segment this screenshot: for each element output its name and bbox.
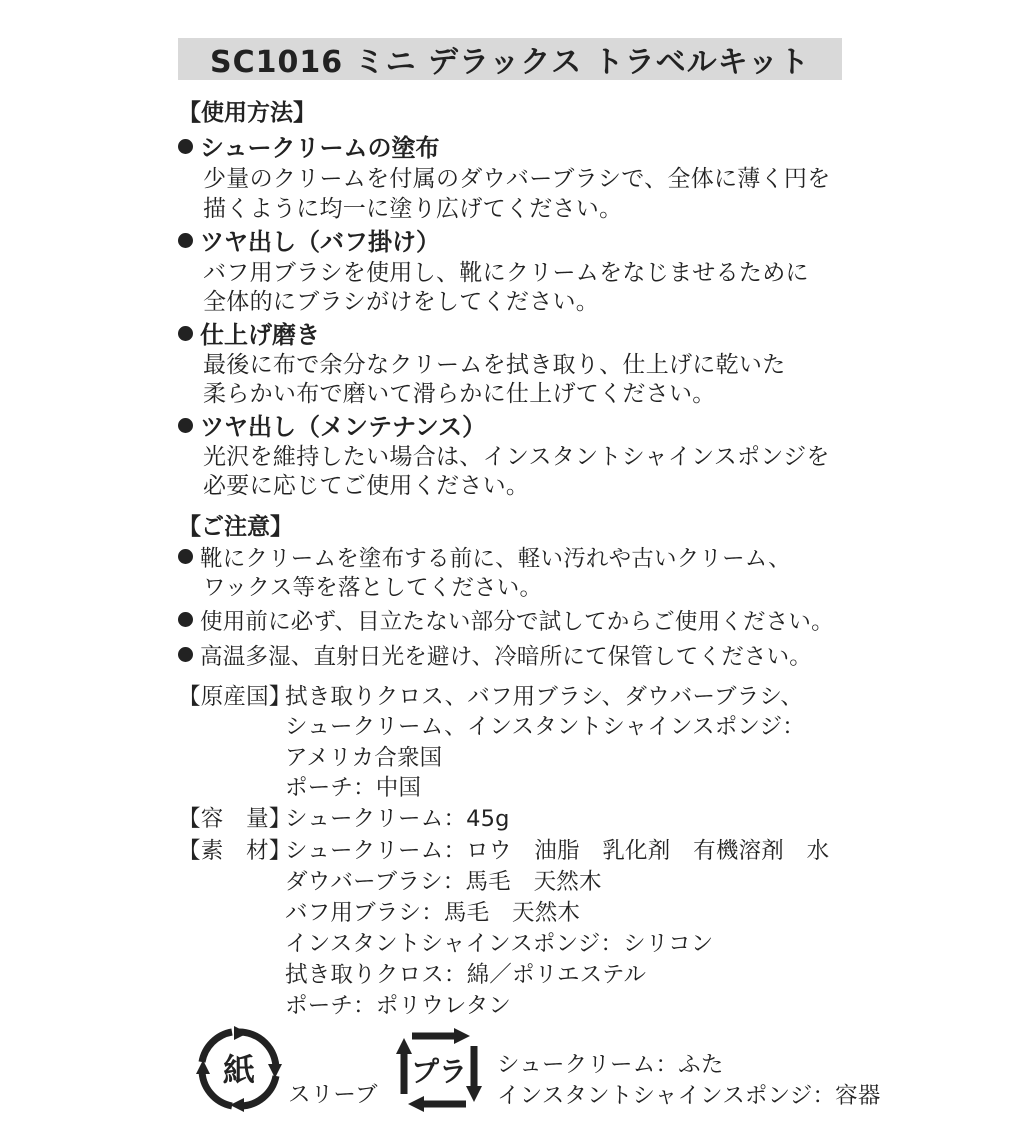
material-line: ポーチ：ポリウレタン	[285, 993, 512, 1019]
step-text-line: 全体的にブラシがけをしてください。	[203, 289, 600, 315]
title-bar	[178, 38, 842, 80]
origin-line: ポーチ：中国	[285, 775, 422, 801]
step-text-line: 柔らかい布で磨いて滑らかに仕上げてください。	[203, 381, 716, 407]
step-title-1: シュークリームの塗布	[178, 128, 440, 163]
step-text-line: バフ用ブラシを使用し、靴にクリームをなじませるために	[203, 260, 809, 286]
caution-item-1-cont: ワックス等を落としてください。	[203, 575, 543, 601]
plastic-mark-caption: シュークリーム：ふた	[497, 1052, 724, 1078]
step-title-4: ツヤ出し（メンテナンス）	[178, 407, 486, 442]
caution-item-1: 靴にクリームを塗布する前に、軽い汚れや古いクリーム、	[178, 541, 791, 573]
bullet-icon	[178, 233, 193, 248]
material-label: 【素 材】	[178, 838, 292, 864]
origin-label: 【原産国】	[178, 684, 292, 710]
usage-heading: 【使用方法】	[178, 100, 316, 126]
step-text-line: 少量のクリームを付属のダウバーブラシで、全体に薄く円を	[203, 166, 831, 192]
step-title-3: 仕上げ磨き	[178, 315, 320, 350]
material-line: ダウバーブラシ：馬毛 天然木	[285, 869, 602, 895]
page-title: SC1016 ミニ デラックス トラベルキット	[210, 45, 810, 80]
step-text-line: 描くように均一に塗り広げてください。	[203, 196, 623, 222]
paper-recycle-icon	[196, 1026, 282, 1112]
capacity-label: 【容 量】	[178, 806, 292, 832]
bullet-icon	[178, 612, 193, 627]
material-line: バフ用ブラシ：馬毛 天然木	[285, 900, 581, 926]
capacity-value: シュークリーム：45g	[285, 806, 510, 832]
step-text-line: 必要に応じてご使用ください。	[203, 473, 530, 499]
plastic-recycle-icon	[394, 1026, 484, 1112]
origin-line: シュークリーム、インスタントシャインスポンジ：	[285, 714, 805, 740]
bullet-icon	[178, 647, 193, 662]
step-title-2: ツヤ出し（バフ掛け）	[178, 222, 440, 257]
plastic-mark-caption: インスタントシャインスポンジ：容器	[497, 1083, 881, 1109]
step-text-line: 最後に布で余分なクリームを拭き取り、仕上げに乾いた	[203, 352, 786, 378]
cautions-heading: 【ご注意】	[178, 514, 293, 540]
material-line: シュークリーム：ロウ 油脂 乳化剤 有機溶剤 水	[285, 838, 830, 864]
bullet-icon	[178, 418, 193, 433]
paper-mark-text: 紙	[222, 1051, 256, 1089]
caution-item-3: 高温多湿、直射日光を避け、冷暗所にて保管してください。	[178, 639, 812, 671]
bullet-icon	[178, 549, 193, 564]
origin-line: 拭き取りクロス、バフ用ブラシ、ダウバーブラシ、	[285, 684, 804, 710]
plastic-mark-text: プラ	[410, 1055, 468, 1088]
bullet-icon	[178, 326, 193, 341]
paper-mark-caption: スリーブ	[288, 1082, 378, 1108]
material-line: 拭き取りクロス：綿／ポリエステル	[285, 962, 647, 988]
material-line: インスタントシャインスポンジ：シリコン	[285, 931, 714, 957]
step-text-line: 光沢を維持したい場合は、インスタントシャインスポンジを	[203, 444, 830, 470]
caution-item-2: 使用前に必ず、目立たない部分で試してからご使用ください。	[178, 604, 834, 636]
origin-line: アメリカ合衆国	[285, 745, 443, 771]
bullet-icon	[178, 139, 193, 154]
